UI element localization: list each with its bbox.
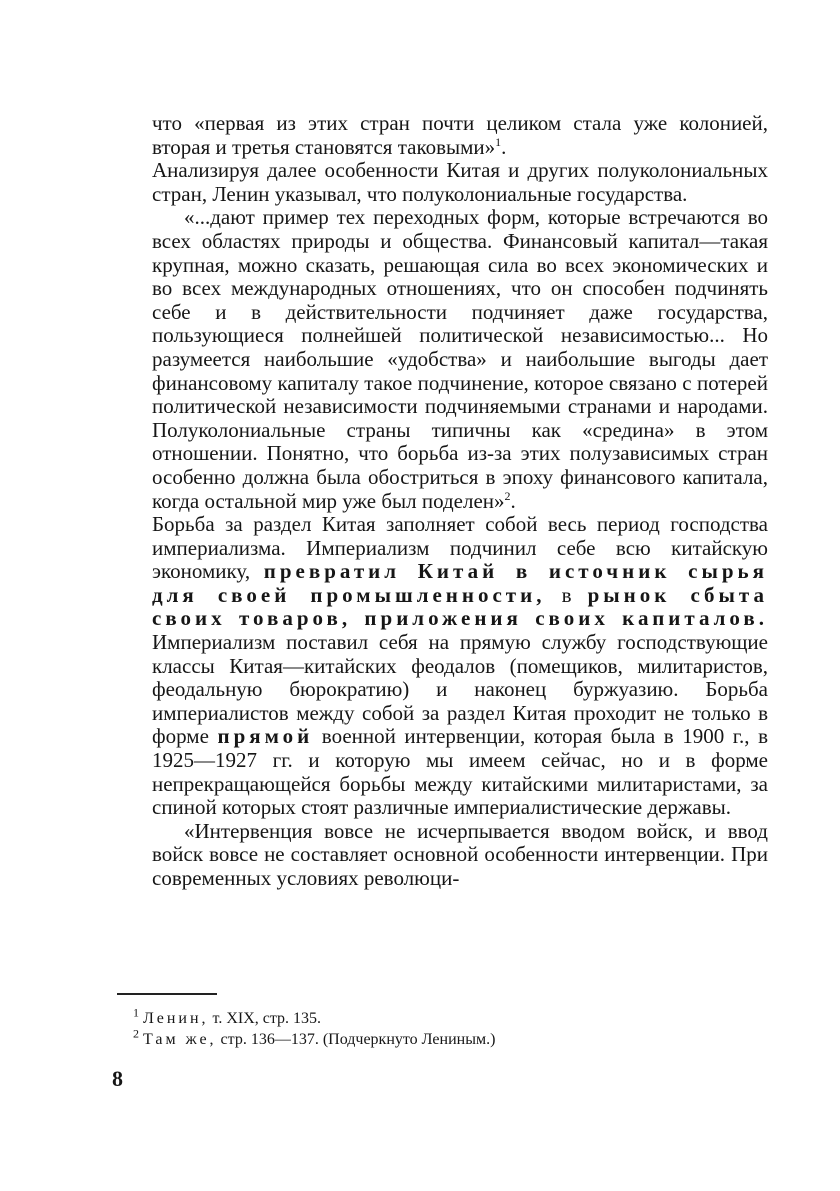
footnote-author: Ленин, bbox=[143, 1010, 209, 1027]
footnote-ref: 1 bbox=[495, 134, 502, 149]
footnotes bbox=[133, 1005, 653, 1050]
footnote-reference: т. XIX, стр. 135. bbox=[208, 1010, 322, 1027]
intervention-quote bbox=[152, 820, 768, 891]
footnote-ref: 2 bbox=[504, 488, 511, 503]
paragraph-text: Анализируя далее особенности Китая и других полуколониальных стран, Ленин указывал, что полуколониальные государства. bbox=[152, 158, 768, 206]
emphasis-text: превратил Китай в источник сырья для своей промышленности, bbox=[152, 559, 768, 607]
lenin-quote bbox=[152, 206, 768, 513]
struggle-text: в bbox=[545, 582, 588, 607]
emphasis-text: прямой bbox=[217, 724, 314, 749]
footnote-number: 2 bbox=[133, 1026, 139, 1041]
paragraph-struggle bbox=[152, 513, 768, 820]
quote-text: «...дают пример тех переходных форм, которые встречаются во всех областях природы и общества. Финансовый капитал—такая крупная, можно сказать, решающая сила во всех экономических и во всех международных отношениях, что он способен подчинять себе и в действительности подчиняет даже государства, пользующиеся полнейшей политической независимостью... Но разумеется наибольшие «удобства» и наибольшие выгоды дает финансовому капиталу такое подчинение, которое связано с потерей политической независимости подчиняемыми странами и народами. Полуколониальные страны типичны как «средина» в этом отношении. Понятно, что борьба из-за этих полузависимых стран особенно должна была обостриться в эпоху финансового капитала, когда остальной мир уже был поделен» bbox=[152, 205, 768, 513]
body-text bbox=[152, 112, 768, 891]
footnote-divider bbox=[117, 993, 217, 995]
footnote-1 bbox=[133, 1005, 653, 1029]
page-number: 8 bbox=[112, 1066, 123, 1091]
quote-text: «Интервенция вовсе не исчерпывается вводом войск, и ввод войск вовсе не составляет основной особенности интервенции. При современных условиях революци- bbox=[152, 818, 768, 890]
paragraph-intro bbox=[152, 112, 768, 159]
paragraph-tail: . bbox=[510, 488, 516, 513]
emphasis-text: рынок сбыта своих товаров, приложения своих капиталов. bbox=[152, 582, 768, 631]
struggle-text: Империализм поставил себя на прямую службу господствующие классы Китая—китайских феодалов (помещиков, милитаристов, феодальную бюрократию) и наконец буржуазию. Борьба империалистов между собой за раздел Китая проходит не только в форме bbox=[152, 630, 768, 749]
struggle-text: Борьба за раздел Китая заполняет собой весь период господства империализма. Империализм подчинил себе всю китайскую экономику, bbox=[152, 512, 768, 584]
struggle-text: военной интервенции, которая была в 1900 г., в 1925—1927 гг. и которую мы имеем сейчас, но и в форме непрекращающейся борьбы между китайскими милитаристами, за спиной которых стоят различные империалистические державы. bbox=[152, 724, 769, 820]
footnote-author: Там же, bbox=[143, 1031, 217, 1048]
paragraph-analysis bbox=[152, 159, 768, 206]
paragraph-text: что «первая из этих стран почти целиком стала уже колонией, вторая и третья становятся таковыми» bbox=[152, 111, 768, 159]
paragraph-tail: . bbox=[501, 134, 507, 159]
footnote-reference: стр. 136—137. (Подчеркнуто Лениным.) bbox=[216, 1031, 496, 1048]
footnote-2 bbox=[133, 1026, 653, 1050]
footnote-number: 1 bbox=[133, 1005, 139, 1020]
